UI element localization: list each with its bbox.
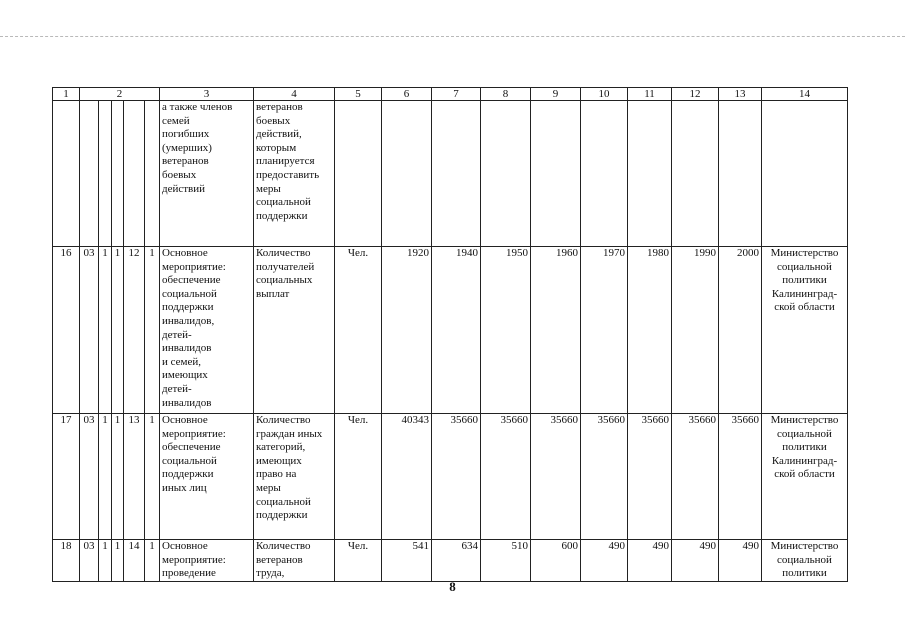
measure-name: а также членов семей погибших (умерших) ветеранов боевых действий — [160, 101, 254, 247]
measure-name: Основное мероприятие: обеспечение социальной поддержки иных лиц — [160, 414, 254, 540]
program-code-part: 1 — [145, 247, 160, 414]
indicator-name: Количество граждан иных категорий, имеющих право на меры социальной поддержки — [254, 414, 335, 540]
column-header: 12 — [672, 88, 719, 101]
responsible-executor: Министерство социальной политики — [762, 540, 848, 582]
indicators-table — [52, 87, 848, 582]
page-number: 8 — [449, 579, 456, 594]
column-header: 4 — [254, 88, 335, 101]
program-code-part: 1 — [145, 540, 160, 582]
measure-name: Основное мероприятие: обеспечение социальной поддержки инвалидов, детей- инвалидов и семей, имеющих детей- инвалидов — [160, 247, 254, 414]
indicator-value: 1940 — [432, 247, 481, 414]
indicator-value: 1920 — [382, 247, 432, 414]
program-code-part: 03 — [80, 414, 99, 540]
table-row — [53, 540, 848, 582]
indicator-value: 490 — [581, 540, 628, 582]
row-number: 18 — [53, 540, 80, 582]
table-row — [53, 414, 848, 540]
column-header: 10 — [581, 88, 628, 101]
program-code-part: 03 — [80, 247, 99, 414]
program-code-part: 1 — [112, 414, 124, 540]
program-code-part — [99, 101, 112, 247]
indicator-value: 35660 — [531, 414, 581, 540]
indicator-value: 634 — [432, 540, 481, 582]
unit-of-measure — [335, 101, 382, 247]
indicator-name: ветеранов боевых действий, которым планируется предоставить меры социальной поддержки — [254, 101, 335, 247]
column-header: 8 — [481, 88, 531, 101]
program-code-part: 1 — [145, 414, 160, 540]
indicator-value: 510 — [481, 540, 531, 582]
indicator-value: 35660 — [628, 414, 672, 540]
column-header: 11 — [628, 88, 672, 101]
indicator-value — [672, 101, 719, 247]
measure-name: Основное мероприятие: проведение — [160, 540, 254, 582]
table-row — [53, 101, 848, 247]
indicator-value — [628, 101, 672, 247]
program-code-part: 03 — [80, 540, 99, 582]
program-code-part — [112, 101, 124, 247]
row-number — [53, 101, 80, 247]
indicator-value: 1970 — [581, 247, 628, 414]
row-number: 16 — [53, 247, 80, 414]
indicator-value: 600 — [531, 540, 581, 582]
indicator-value: 1980 — [628, 247, 672, 414]
indicator-value: 1990 — [672, 247, 719, 414]
program-code-part: 1 — [99, 540, 112, 582]
column-header: 13 — [719, 88, 762, 101]
unit-of-measure: Чел. — [335, 414, 382, 540]
responsible-executor: Министерство социальной политики Калининград- ской области — [762, 247, 848, 414]
indicator-name: Количество ветеранов труда, — [254, 540, 335, 582]
indicator-value: 35660 — [719, 414, 762, 540]
column-header: 3 — [160, 88, 254, 101]
unit-of-measure: Чел. — [335, 540, 382, 582]
indicator-value: 2000 — [719, 247, 762, 414]
scan-artifact-line — [0, 36, 905, 37]
program-code-part — [80, 101, 99, 247]
indicator-value: 490 — [672, 540, 719, 582]
indicator-value: 541 — [382, 540, 432, 582]
indicator-value: 490 — [719, 540, 762, 582]
responsible-executor: Министерство социальной политики Калининград- ской области — [762, 414, 848, 540]
indicator-value — [432, 101, 481, 247]
indicator-value — [719, 101, 762, 247]
unit-of-measure: Чел. — [335, 247, 382, 414]
column-header: 7 — [432, 88, 481, 101]
indicator-value: 1950 — [481, 247, 531, 414]
header-row — [53, 88, 848, 101]
indicator-value — [481, 101, 531, 247]
indicator-value: 35660 — [581, 414, 628, 540]
indicator-value: 35660 — [432, 414, 481, 540]
program-code-part — [145, 101, 160, 247]
program-code-part: 1 — [112, 247, 124, 414]
table-row — [53, 247, 848, 414]
column-header: 9 — [531, 88, 581, 101]
program-code-part: 1 — [112, 540, 124, 582]
indicator-value — [531, 101, 581, 247]
indicator-name: Количество получателей социальных выплат — [254, 247, 335, 414]
indicator-value — [581, 101, 628, 247]
indicator-value: 35660 — [672, 414, 719, 540]
program-code-part — [124, 101, 145, 247]
column-header: 14 — [762, 88, 848, 101]
indicator-value: 1960 — [531, 247, 581, 414]
column-header: 2 — [80, 88, 160, 101]
column-header: 1 — [53, 88, 80, 101]
column-header: 5 — [335, 88, 382, 101]
indicator-value: 35660 — [481, 414, 531, 540]
program-code-part: 14 — [124, 540, 145, 582]
program-code-part: 1 — [99, 414, 112, 540]
program-code-part: 1 — [99, 247, 112, 414]
row-number: 17 — [53, 414, 80, 540]
program-code-part: 12 — [124, 247, 145, 414]
indicator-value: 40343 — [382, 414, 432, 540]
program-code-part: 13 — [124, 414, 145, 540]
column-header: 6 — [382, 88, 432, 101]
indicator-value: 490 — [628, 540, 672, 582]
responsible-executor — [762, 101, 848, 247]
indicator-value — [382, 101, 432, 247]
